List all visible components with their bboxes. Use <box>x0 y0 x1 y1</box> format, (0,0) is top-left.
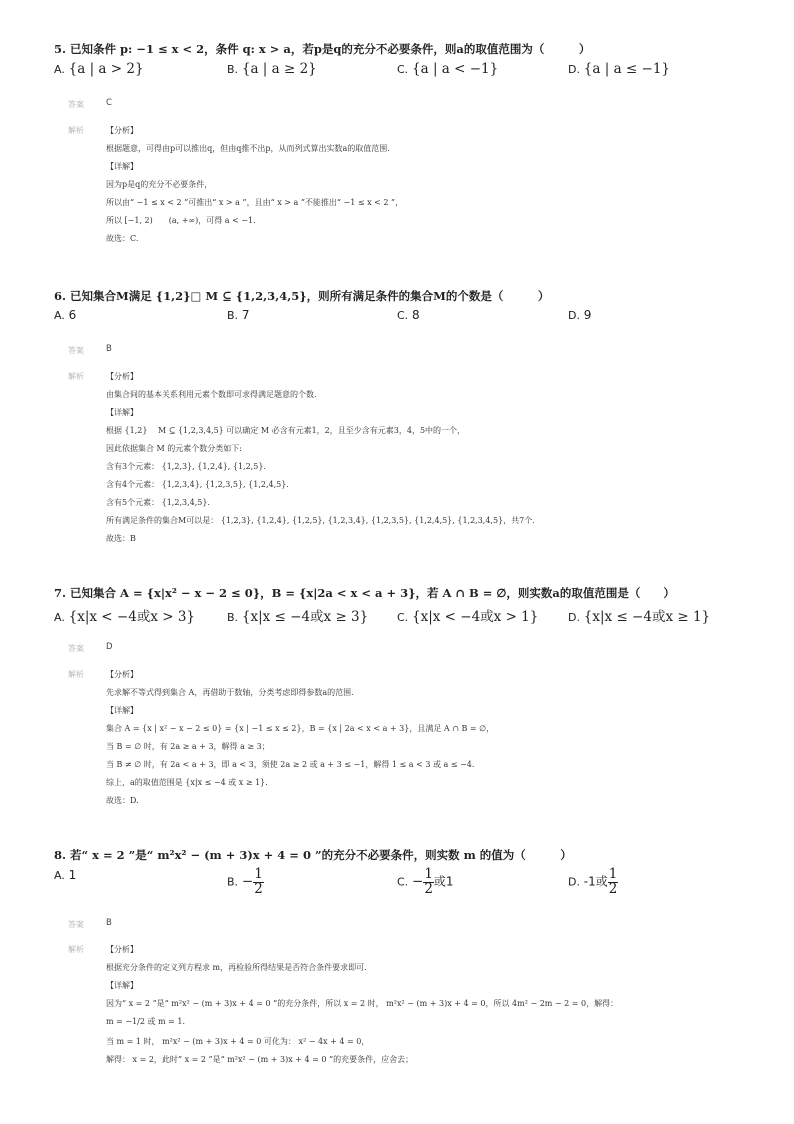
q5-answer-label: 答案 <box>68 100 84 109</box>
q6-analysis-label: 解析 <box>68 372 84 381</box>
option-label: B. <box>227 611 239 624</box>
q7-option-a <box>54 605 195 625</box>
q6-line: 含有4个元素： {1,2,3,4}, {1,2,3,5}, {1,2,4,5}. <box>106 480 289 489</box>
q8-option-d <box>568 868 618 896</box>
q5-line: 【分析】 <box>106 126 138 135</box>
q5-line: 根据题意，可得由p可以推出q，但由q推不出p，从而列式算出实数a的取值范围. <box>106 144 390 153</box>
option-label: A. <box>54 611 65 624</box>
q7-line: 【详解】 <box>106 706 138 715</box>
q7-line: 综上，a的取值范围是 {x|x ≤ −4 或 x ≥ 1}. <box>106 778 268 787</box>
q7-option-b <box>227 605 368 625</box>
option-value: 8 <box>412 308 420 322</box>
q8-option-b <box>227 868 264 896</box>
option-label: B. <box>227 309 239 322</box>
q6-option-b <box>227 308 250 322</box>
minus-sign: − <box>241 873 254 890</box>
option-value: 6 <box>68 308 77 322</box>
q7-option-d <box>568 605 710 625</box>
q7-line: 集合 A = {x | x² − x − 2 ≤ 0} = {x | −1 ≤ x ≤ 2}，B = {x | 2a < x < a + 3}，且满足 A ∩ B = ∅， <box>106 724 495 733</box>
option-value: -1或 <box>583 874 608 889</box>
q8-line: 当 m = 1 时， m²x² − (m + 3)x + 4 = 0 可化为： x² − 4x + 4 = 0， <box>106 1037 370 1046</box>
option-label: A. <box>54 309 65 322</box>
numerator: 1 <box>608 866 618 882</box>
q7-analysis-label: 解析 <box>68 670 84 679</box>
fraction <box>423 868 434 896</box>
fraction <box>253 868 264 896</box>
q8-line: 【分析】 <box>106 945 138 954</box>
q6-line: 由集合间的基本关系利用元素个数即可求得满足题意的个数. <box>106 390 317 399</box>
q5-line: 所以 [−1, 2) (a, +∞)，可得 a < −1. <box>106 216 256 225</box>
q8-answer: B <box>106 918 112 928</box>
q8-analysis-label: 解析 <box>68 945 84 954</box>
q5-line: 所以由“ −1 ≤ x < 2 ”可推出“ x > a ”，且由“ x > a ”不能推出“ −1 ≤ x < 2 ”， <box>106 198 404 207</box>
numerator: 1 <box>254 866 263 882</box>
option-value: {a | a < −1} <box>412 61 499 77</box>
q8-line: 【详解】 <box>106 981 138 990</box>
option-label: C. <box>397 875 409 889</box>
q6-line: 【详解】 <box>106 408 138 417</box>
q8-option-c <box>397 868 454 896</box>
q6-answer-label: 答案 <box>68 346 84 355</box>
q7-answer-label: 答案 <box>68 644 84 653</box>
option-label: D. <box>568 875 580 889</box>
q8-answer-label: 答案 <box>68 920 84 929</box>
option-value: {a | a ≥ 2} <box>241 61 317 77</box>
q5-answer: C <box>106 98 112 108</box>
q6-stem: 6. 已知集合M满足 {1,2}□ M ⊆ {1,2,3,4,5}，则所有满足条件的集合M的个数是（ ） <box>54 289 550 303</box>
q8-line: m = −1/2 或 m = 1. <box>106 1017 186 1026</box>
q5-option-a <box>54 61 144 77</box>
option-value: {a | a ≤ −1} <box>583 61 670 77</box>
q8-options <box>54 866 754 902</box>
q6-option-c <box>397 308 420 322</box>
denominator: 2 <box>424 880 433 897</box>
q8-line: 因为“ x = 2 ”是“ m²x² − (m + 3)x + 4 = 0 ”的充分条件，所以 x = 2 时， m²x² − (m + 3)x + 4 = 0，所以 4m² − 2m − 2 = 0，解得： <box>106 999 619 1008</box>
denominator: 2 <box>254 880 263 897</box>
option-value: {a | a > 2} <box>68 61 144 77</box>
q5-option-d <box>568 61 670 77</box>
option-suffix: 或1 <box>433 874 454 889</box>
fraction <box>608 868 619 896</box>
option-label: D. <box>568 309 580 322</box>
option-value: 1 <box>68 868 77 882</box>
q6-line: 根据 {1,2} M ⊆ {1,2,3,4,5} 可以确定 M 必含有元素1，2，且至少含有元素3，4，5中的一个， <box>106 426 466 435</box>
option-label: A. <box>54 869 65 882</box>
q7-answer: D <box>106 642 113 652</box>
option-value: {x|x ≤ −4或x ≥ 3} <box>241 609 369 625</box>
option-value: 9 <box>583 308 592 322</box>
denominator: 2 <box>608 880 618 897</box>
q7-line: 当 B ≠ ∅ 时，有 2a < a + 3，即 a < 3，须使 2a ≥ 2 或 a + 3 ≤ −1，解得 1 ≤ a < 3 或 a ≤ −4. <box>106 760 475 769</box>
q8-line: 根据充分条件的定义列方程求 m，再检验所得结果是否符合条件要求即可. <box>106 963 367 972</box>
option-label: C. <box>397 63 409 76</box>
option-value: 7 <box>241 308 250 322</box>
q6-option-a <box>54 308 76 322</box>
option-label: C. <box>397 611 409 624</box>
q5-stem: 5. 已知条件 p: −1 ≤ x < 2，条件 q: x > a，若p是q的充分不必要条件，则a的取值范围为（ ） <box>54 42 591 56</box>
q8-line: 解得： x = 2，此时“ x = 2 ”是“ m²x² − (m + 3)x + 4 = 0 ”的充要条件，应舍去； <box>106 1055 414 1064</box>
q5-line: 故选：C. <box>106 234 139 243</box>
numerator: 1 <box>424 866 433 882</box>
option-value: {x|x < −4或x > 3} <box>68 609 196 625</box>
option-label: A. <box>54 63 65 76</box>
option-label: C. <box>397 309 409 322</box>
q6-line: 故选：B <box>106 534 136 543</box>
minus-sign: − <box>412 873 424 890</box>
q7-line: 先求解不等式得到集合 A，再借助于数轴，分类考虑即得参数a的范围. <box>106 688 354 697</box>
q7-stem: 7. 已知集合 A = {x|x² − x − 2 ≤ 0}，B = {x|2a < x < a + 3}，若 A ∩ B = ∅，则实数a的取值范围是（ ） <box>54 586 675 600</box>
q6-options <box>54 308 754 330</box>
q5-analysis-label: 解析 <box>68 126 84 135</box>
q6-line: 含有3个元素： {1,2,3}, {1,2,4}, {1,2,5}. <box>106 462 266 471</box>
q5-option-c <box>397 61 498 77</box>
q7-line: 当 B = ∅ 时，有 2a ≥ a + 3，解得 a ≥ 3； <box>106 742 270 751</box>
q7-line: 【分析】 <box>106 670 138 679</box>
option-label: B. <box>227 875 239 889</box>
q8-stem: 8. 若“ x = 2 ”是“ m²x² − (m + 3)x + 4 = 0 ”的充分不必要条件，则实数 m 的值为（ ） <box>54 848 572 862</box>
q6-answer: B <box>106 344 112 354</box>
q7-line: 故选：D. <box>106 796 139 805</box>
q5-options <box>54 61 754 83</box>
option-label: D. <box>568 611 580 624</box>
q6-line: 含有5个元素： {1,2,3,4,5}. <box>106 498 210 507</box>
q6-line: 所有满足条件的集合M可以是： {1,2,3}, {1,2,4}, {1,2,5}, {1,2,3,4}, {1,2,3,5}, {1,2,4,5}, {1,2,3,4,5}，共7个. <box>106 516 535 525</box>
option-label: D. <box>568 63 580 76</box>
q5-line: 【详解】 <box>106 162 138 171</box>
q8-option-a <box>54 868 76 882</box>
q5-line: 因为p是q的充分不必要条件， <box>106 180 213 189</box>
q5-option-b <box>227 61 317 77</box>
q6-line: 因此依据集合 M 的元素个数分类如下: <box>106 444 242 453</box>
q7-option-c <box>397 605 538 625</box>
q6-option-d <box>568 308 591 322</box>
q6-line: 【分析】 <box>106 372 138 381</box>
option-label: B. <box>227 63 239 76</box>
option-value: {x|x ≤ −4或x ≥ 1} <box>583 609 711 625</box>
option-value: {x|x < −4或x > 1} <box>412 609 539 625</box>
q7-options <box>54 605 754 627</box>
